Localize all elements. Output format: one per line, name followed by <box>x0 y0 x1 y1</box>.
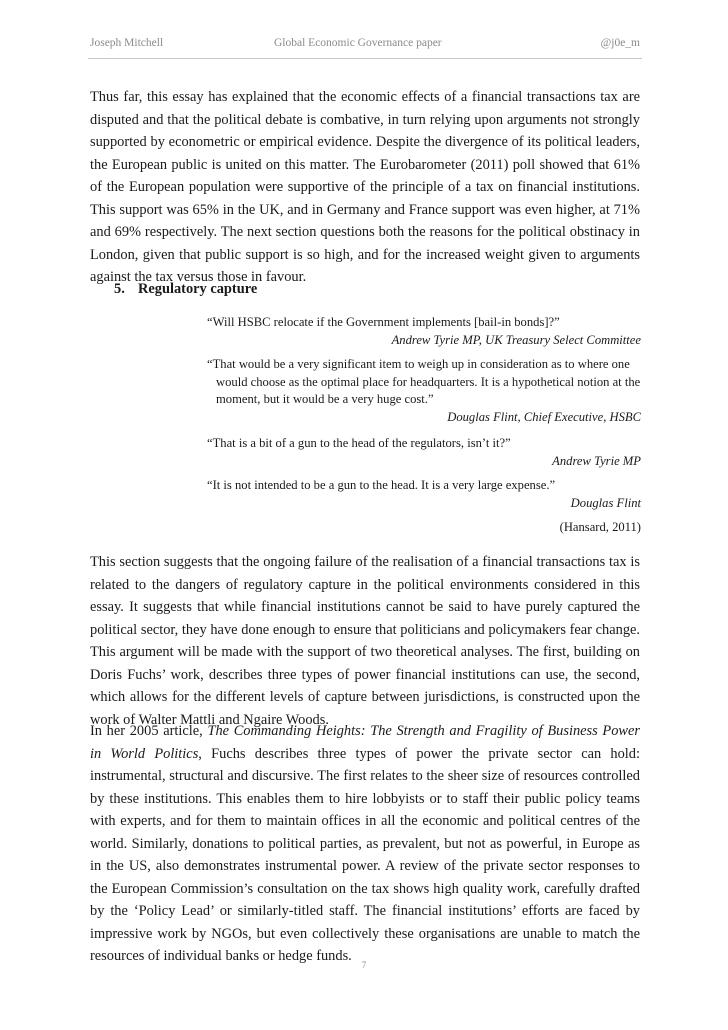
quote-text: “Will HSBC relocate if the Government implements [bail-in bonds]?” <box>207 315 560 329</box>
section-number: 5. <box>114 281 125 297</box>
quote <box>207 435 641 470</box>
fuchs-lead: In her 2005 article, <box>90 723 203 739</box>
fuchs-body: , Fuchs describes three types of power the private sector can hold: instrumental, structural and discursive. The first relates to the sheer size of resources controlled by these institutions. This enables them to hire lobbyists or to staff their public policy teams with experts, and for them to maintain offices in all the economic and political centres of the world. Similarly, donations to political parties, as prevalent, but not as powerful, in Europe as in the US, also demonstrates instrumental power. A review of the private sector responses to the European Commission’s consultation on the tax shows high quality work, carefully drafted by the ‘Policy Lead’ or similarly-titled staff. The financial institutions’ efforts are faced by impressive work by NGOs, but even collectively these organisations are unable to match the resources of individual banks or hedge funds. <box>90 745 640 964</box>
quote-text: “That is a bit of a gun to the head of the regulators, isn’t it?” <box>207 436 511 450</box>
page-header <box>90 37 640 51</box>
quote <box>207 356 641 426</box>
header-author: Joseph Mitchell <box>90 37 164 49</box>
section-heading <box>114 281 257 298</box>
fuchs-article-title: The Commanding Heights: The Strength and Fragility of Business Power in World Politics <box>90 723 640 762</box>
quote-text: “That would be a very significant item to weigh up in consideration as to where one would choose as the optimal place for headquarters. It is a hypothetical notion at the moment, but it would be a very huge cost.” <box>207 357 641 406</box>
section-intro-paragraph: This section suggests that the ongoing failure of the realisation of a financial transactions tax is related to the dangers of regulatory capture in the political environments considered in this essay. It suggests that while financial institutions cannot be said to have purely captured the political sector, they have done enough to ensure that politicians and policymakers fear change. This argument will be made with the support of two theoretical analyses. The first, building on Doris Fuchs’ work, describes three types of power financial institutions can use, the second, which allows for the different levels of capture between jurisdictions, is constructed upon the work of Walter Mattli and Ngaire Woods. <box>90 554 640 728</box>
quote-citation: (Hansard, 2011) <box>559 520 641 534</box>
intro-paragraph: Thus far, this essay has explained that the economic effects of a financial transactions tax are disputed and that the political debate is combative, in turn relying upon arguments not strongly supported by econometric or empirical evidence. Despite the divergence of its political leaders, the European public is united on this matter. The Eurobarometer (2011) poll showed that 61% of the European population were supportive of the principle of a tax on financial institutions. This support was 65% in the UK, and in Germany and France support was even higher, at 71% and 69% respectively. The next section questions both the reasons for the political obstinacy in London, given that public support is so high, and for the increased weight given to arguments against the tax versus those in favour. <box>90 89 640 285</box>
header-divider <box>88 58 642 59</box>
header-title: Global Economic Governance paper <box>274 37 442 49</box>
quote <box>207 314 641 349</box>
header-handle: @j0e_m <box>600 37 640 49</box>
fuchs-paragraph <box>90 720 640 968</box>
section-title: Regulatory capture <box>138 281 258 297</box>
quote-attribution: Andrew Tyrie MP, UK Treasury Select Committee <box>391 332 641 347</box>
quote-attribution: Andrew Tyrie MP <box>552 453 641 468</box>
quote-attribution: Douglas Flint <box>570 495 641 510</box>
quote <box>207 477 641 512</box>
quote-attribution: Douglas Flint, Chief Executive, HSBC <box>447 409 641 424</box>
page-number: 7 <box>361 960 367 970</box>
quote-text: “It is not intended to be a gun to the head. It is a very large expense.” <box>207 478 556 492</box>
